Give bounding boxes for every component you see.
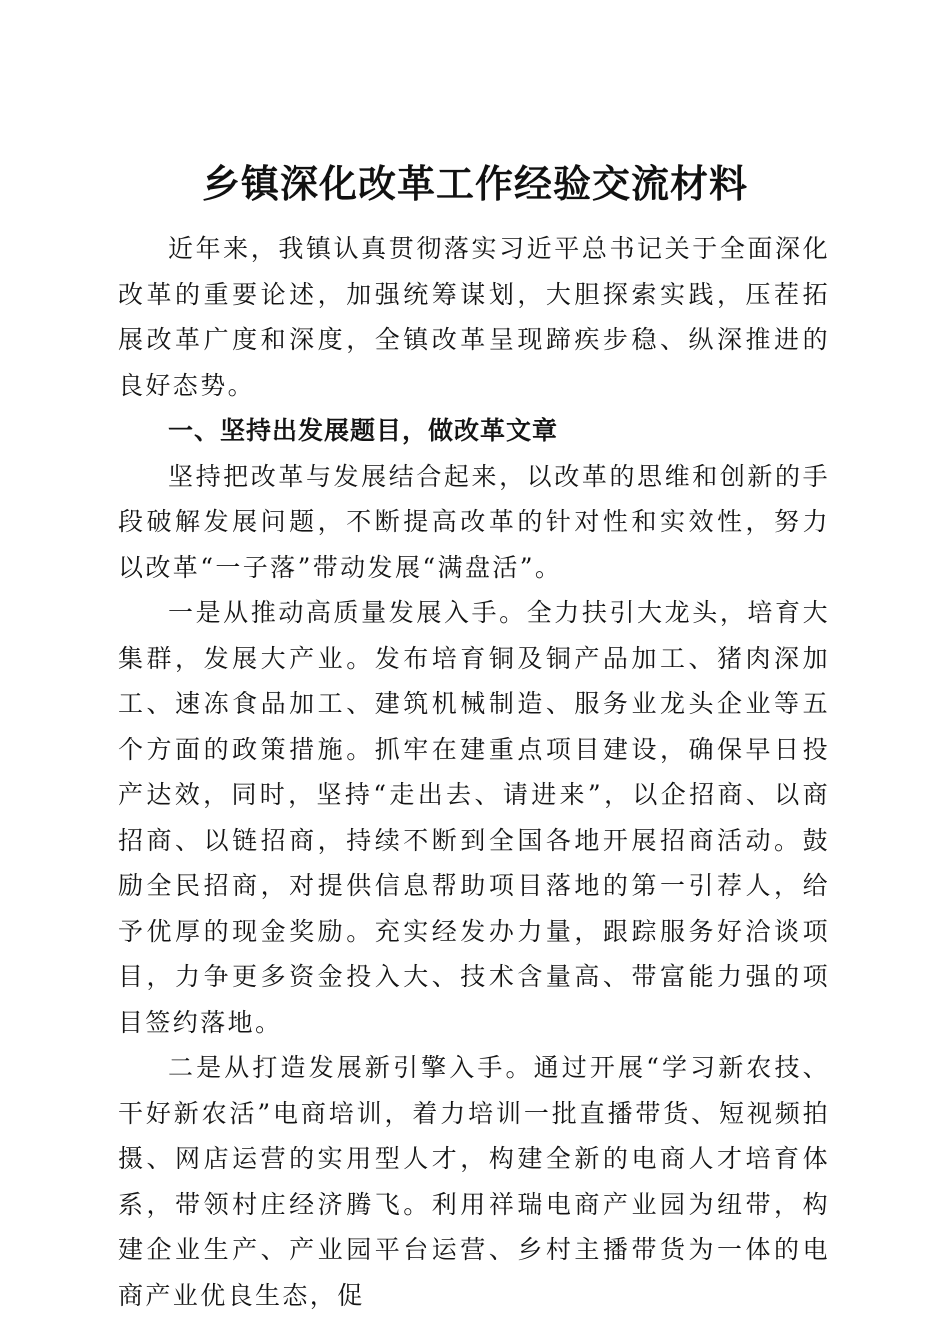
intro-paragraph: 近年来，我镇认真贯彻落实习近平总书记关于全面深化改革的重要论述，加强统筹谋划，大胆探索实践，压茬拓展改革广度和深度，全镇改革呈现蹄疾步稳、纵深推进的良好态势。 [118,234,830,400]
point-two-text: 通过开展“学习新农技、干好新农活”电商培训，着力培训一批直播带货、短视频拍摄、网店运营的实用型人才，构建全新的电商人才培育体系，带领村庄经济腾飞。利用祥瑞电商产业园为纽带，构建企业生产、产业园平台运营、乡村主播带货为一体的电商产业优良生态，促 [118,1053,830,1310]
document-title: 乡镇深化改革工作经验交流材料 [201,161,748,207]
point-two-paragraph [118,1045,830,1318]
point-one-text: 全力扶引大龙头，培育大集群，发展大产业。发布培育铜及铜产品加工、猪肉深加工、速冻食品加工、建筑机械制造、服务业龙头企业等五个方面的政策措施。抓牢在建重点项目建设，确保早日投产达效，同时，坚持“走出去、请进来”，以企招商、以商招商、以链招商，持续不断到全国各地开展招商活动。鼓励全民招商，对提供信息帮助项目落地的第一引荐人，给予优厚的现金奖励。充实经发办力量，跟踪服务好洽谈项目，力争更多资金投入大、技术含量高、带富能力强的项目签约落地。 [118,598,830,1037]
section-summary-paragraph: 坚持把改革与发展结合起来，以改革的思维和创新的手段破解发展问题，不断提高改革的针对性和实效性，努力以改革“一子落”带动发展“满盘活”。 [118,461,830,582]
section-heading: 一、坚持出发展题目，做改革文章 [168,416,559,445]
point-one-paragraph [118,590,830,1045]
point-two-lead: 二是从打造发展新引擎入手。 [168,1053,534,1082]
point-one-lead: 一是从推动高质量发展入手。 [168,598,527,627]
document-body [118,226,830,1318]
